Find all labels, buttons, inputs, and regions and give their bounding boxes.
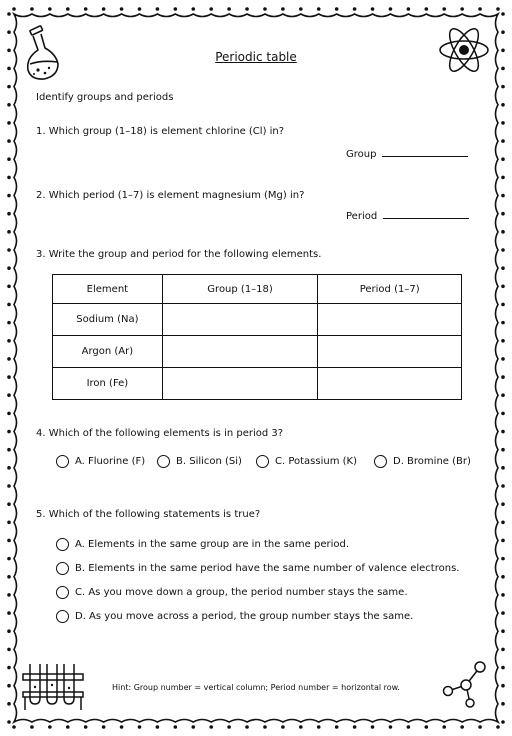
border-dot [120,7,124,11]
border-dot [424,725,428,729]
q2-answer-label: Period [346,211,378,222]
row-element: Sodium (Na) [53,304,163,336]
border-dot [501,430,505,434]
border-dot [245,725,249,729]
border-dot [7,666,11,670]
hint-text: Hint: Group number = vertical column; Period number = horizontal row. [112,683,400,692]
q5-option-d[interactable] [56,610,413,623]
border-dot [496,725,500,729]
border-dot [66,725,70,729]
option-label: B. Silicon (Si) [176,456,242,467]
border-dot [501,157,505,161]
border-dot [7,85,11,89]
border-dot [7,575,11,579]
border-dot [501,121,505,125]
border-dot [191,7,195,11]
option-label: D. As you move across a period, the group number stays the same. [75,611,414,622]
period-cell[interactable] [318,368,462,400]
table-row [53,368,462,400]
border-dot [501,176,505,180]
border-dot [407,7,411,11]
border-dot [281,7,285,11]
q4-option-c[interactable] [256,455,357,468]
row-element: Iron (Fe) [53,368,163,400]
border-dot [7,30,11,34]
border-dot [7,157,11,161]
option-label: A. Elements in the same group are in the same period. [75,539,350,550]
border-dot [501,85,505,89]
group-cell[interactable] [162,336,318,368]
border-dot [66,7,70,11]
option-label: A. Fluorine (F) [75,456,146,467]
border-dot [7,648,11,652]
radio-circle[interactable] [56,562,69,575]
border-dot [7,266,11,270]
q1-answer-blank[interactable] [382,147,468,157]
border-dot [389,725,393,729]
border-dot [281,725,285,729]
border-dot [7,212,11,216]
border-dot [7,593,11,597]
q5-option-c[interactable] [56,586,408,599]
border-dot [496,7,500,11]
border-dot [299,7,303,11]
border-dot [102,725,106,729]
border-dot [7,176,11,180]
border-dot [501,539,505,543]
q1-answer[interactable] [346,147,468,160]
period-cell[interactable] [318,336,462,368]
border-dot [501,484,505,488]
border-dot [371,7,375,11]
border-dot [209,725,213,729]
border-dot [7,521,11,525]
border-dot [501,139,505,143]
period-cell[interactable] [318,304,462,336]
border-dot [478,725,482,729]
q2-answer-blank[interactable] [383,209,469,219]
border-dot [7,375,11,379]
border-dot [263,7,267,11]
border-dot [30,725,34,729]
q4-option-d[interactable] [374,455,471,468]
border-dot [102,7,106,11]
border-dot [501,266,505,270]
border-dot [353,725,357,729]
border-dot [245,7,249,11]
border-dot [209,7,213,11]
border-dot [7,194,11,198]
border-dot [501,557,505,561]
border-dot [335,725,339,729]
border-dot [156,725,160,729]
border-dot [48,7,52,11]
border-dot [7,484,11,488]
option-label: C. As you move down a group, the period number stays the same. [75,587,408,598]
border-dot [7,67,11,71]
border-dot [7,412,11,416]
border-dot [7,321,11,325]
border-dot [7,539,11,543]
border-dot [501,230,505,234]
question-5: 5. Which of the following statements is true? [36,509,261,520]
border-dot [7,702,11,706]
border-dot [120,725,124,729]
border-dot [501,466,505,470]
border-dot [478,7,482,11]
border-dot [353,7,357,11]
header-element: Element [53,275,163,304]
border-dot [501,248,505,252]
border-dot [7,629,11,633]
border-dot [501,502,505,506]
header-group: Group (1–18) [162,275,318,304]
atom-icon [436,22,492,78]
border-dot [501,103,505,107]
test-tubes-icon [20,660,86,712]
border-dot [501,12,505,16]
radio-circle[interactable] [56,586,69,599]
radio-circle[interactable] [56,610,69,623]
border-dot [84,725,88,729]
group-cell[interactable] [162,304,318,336]
border-dot [299,725,303,729]
border-dot [501,521,505,525]
border-dot [501,611,505,615]
border-dot [156,7,160,11]
border-dot [227,725,231,729]
border-dot [12,7,16,11]
border-dot [7,448,11,452]
border-dot [501,393,505,397]
border-dot [501,30,505,34]
border-dot [7,557,11,561]
question-1: 1. Which group (1–18) is element chlorine (Cl) in? [36,126,285,137]
option-label: B. Elements in the same period have the same number of valence electrons. [75,563,460,574]
border-dot [460,7,464,11]
border-dot [501,593,505,597]
option-label: C. Potassium (K) [275,456,357,467]
border-dot [501,67,505,71]
border-dot [84,7,88,11]
border-dot [174,7,178,11]
radio-circle[interactable] [157,455,170,468]
border-dot [335,7,339,11]
border-dot [138,7,142,11]
radio-circle[interactable] [56,538,69,551]
row-element: Argon (Ar) [53,336,163,368]
question-2: 2. Which period (1–7) is element magnesium (Mg) in? [36,190,305,201]
border-dot [501,575,505,579]
element-table [52,274,462,400]
border-dot [7,248,11,252]
molecule-icon [440,655,496,711]
q4-option-b[interactable] [157,455,242,468]
border-dot [501,720,505,724]
border-dot [7,230,11,234]
border-dot [442,7,446,11]
border-dot [407,725,411,729]
border-dot [501,448,505,452]
border-dot [501,412,505,416]
border-dot [501,375,505,379]
border-dot [501,303,505,307]
header-period: Period (1–7) [318,275,462,304]
table-row [53,336,462,368]
border-dot [317,725,321,729]
question-4: 4. Which of the following elements is in period 3? [36,428,284,439]
border-dot [7,502,11,506]
border-dot [7,139,11,143]
intro-text: Identify groups and periods [36,92,174,103]
group-cell[interactable] [162,368,318,400]
border-dot [7,611,11,615]
option-label: D. Bromine (Br) [393,456,471,467]
border-dot [389,7,393,11]
border-dot [48,725,52,729]
border-dot [191,725,195,729]
border-dot [7,12,11,16]
border-dot [371,725,375,729]
border-dot [227,7,231,11]
question-3: 3. Write the group and period for the following elements. [36,249,322,260]
radio-circle[interactable] [256,455,269,468]
q5-option-a[interactable] [56,538,349,551]
border-dot [501,666,505,670]
border-dot [317,7,321,11]
q4-option-a[interactable] [56,455,145,468]
border-dot [7,285,11,289]
q1-answer-label: Group [346,149,377,160]
radio-circle[interactable] [374,455,387,468]
radio-circle[interactable] [56,455,69,468]
border-dot [7,103,11,107]
border-dot [501,357,505,361]
border-dot [501,629,505,633]
border-dot [501,212,505,216]
border-dot [7,466,11,470]
border-dot [263,725,267,729]
flask-icon [18,24,66,84]
border-dot [138,725,142,729]
border-dot [174,725,178,729]
border-dot [7,430,11,434]
border-dot [460,725,464,729]
q5-option-b[interactable] [56,562,459,575]
border-dot [501,648,505,652]
border-dot [7,303,11,307]
border-dot [424,7,428,11]
border-dot [442,725,446,729]
border-dot [12,725,16,729]
page-title: Periodic table [215,50,297,64]
border-dot [501,702,505,706]
border-dot [7,339,11,343]
border-dot [7,121,11,125]
q2-answer[interactable] [346,209,469,222]
border-dot [501,285,505,289]
table-header-row [53,275,462,304]
border-dot [7,393,11,397]
table-row [53,304,462,336]
border-dot [501,194,505,198]
border-dot [30,7,34,11]
border-dot [501,321,505,325]
border-dot [7,357,11,361]
border-dot [7,720,11,724]
border-dot [501,339,505,343]
